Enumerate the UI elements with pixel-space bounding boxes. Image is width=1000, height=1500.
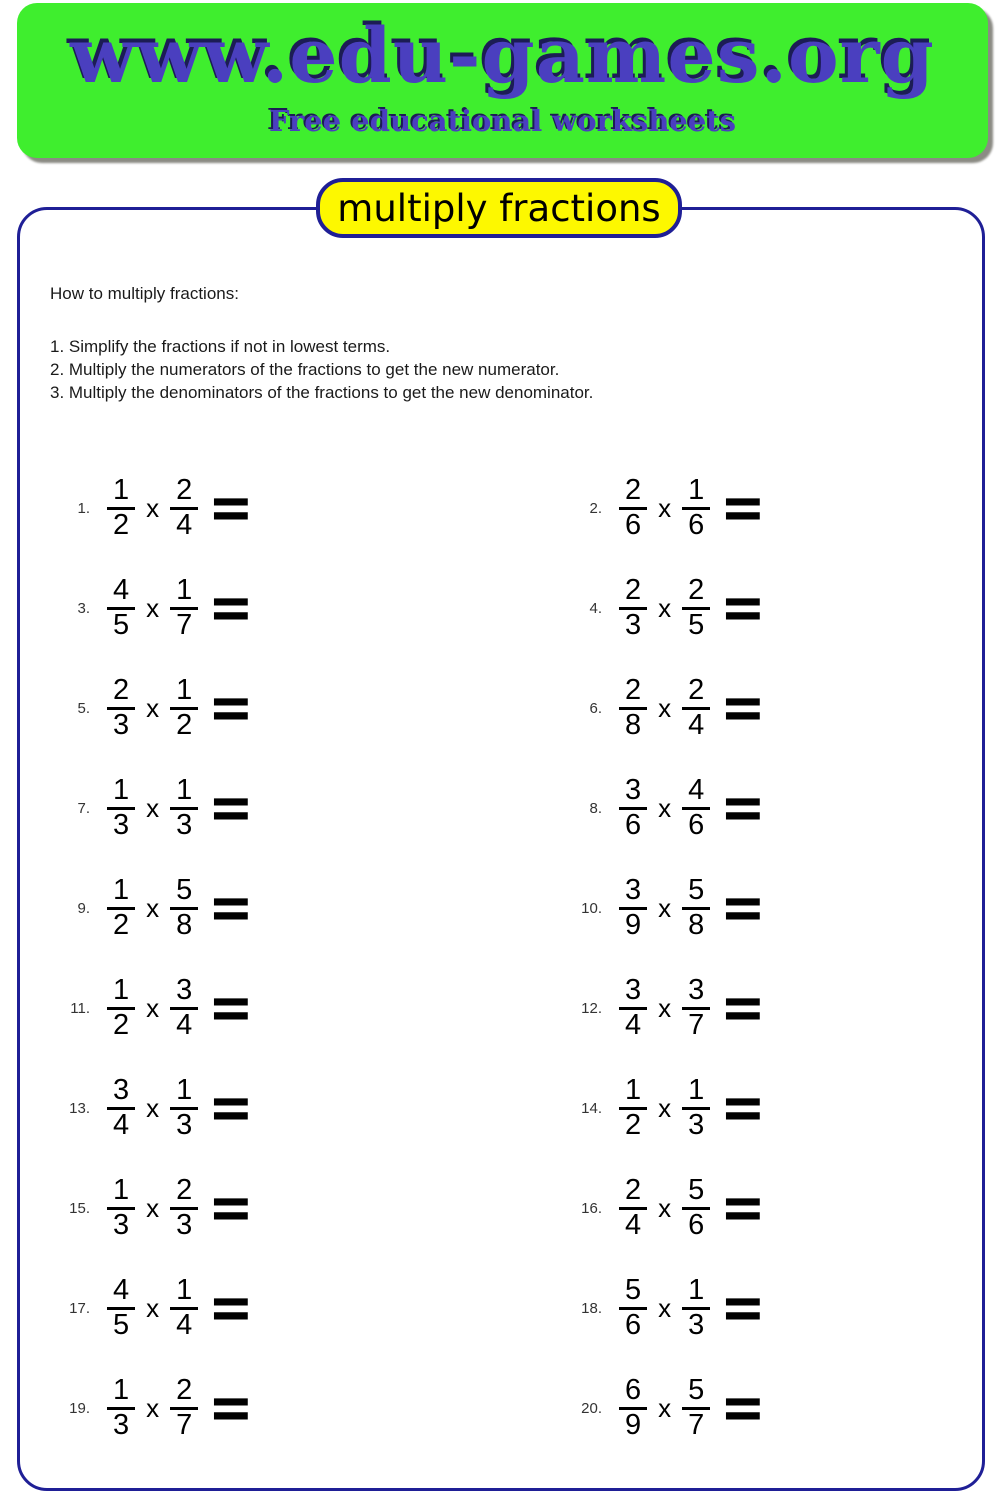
fraction-second [682, 1375, 710, 1442]
fraction-second [682, 675, 710, 742]
fraction-first [107, 575, 135, 642]
problem-item: 10. $\frac{3}{9}$ x $\frac{5}{8}$ = [552, 858, 974, 958]
fraction-first [619, 1175, 647, 1242]
fraction-numerator: 1 [176, 1073, 193, 1106]
fraction-numerator: 4 [688, 773, 705, 806]
multiply-sign: x [658, 892, 672, 923]
fraction-first [619, 875, 647, 942]
site-tagline: Free educational worksheets [268, 103, 737, 138]
problems-grid [40, 458, 974, 1458]
fraction-denominator: 8 [170, 907, 198, 942]
fraction-second [682, 1075, 710, 1142]
fraction-denominator: 8 [682, 907, 710, 942]
fraction-denominator: 7 [682, 1407, 710, 1442]
multiply-sign: x [658, 592, 672, 623]
problem-number: 5. [77, 699, 90, 717]
problem-number: 6. [589, 699, 602, 717]
fraction-denominator: 2 [107, 1007, 135, 1042]
problem-number: 9. [77, 899, 90, 917]
fraction-numerator: 3 [688, 973, 705, 1006]
problem-item: 4. $\frac{2}{3}$ x $\frac{2}{5}$ = [552, 558, 974, 658]
problem-number: 15. [69, 1199, 90, 1217]
fraction-denominator: 5 [107, 607, 135, 642]
fraction-numerator: 2 [688, 673, 705, 706]
fraction-first [107, 875, 135, 942]
problem-number: 11. [70, 999, 90, 1017]
fraction-numerator: 5 [688, 1173, 705, 1206]
multiply-sign: x [658, 992, 672, 1023]
fraction-denominator: 2 [107, 907, 135, 942]
fraction-denominator: 7 [170, 1407, 198, 1442]
fraction-numerator: 1 [176, 773, 193, 806]
fraction-first [107, 975, 135, 1042]
fraction-denominator: 3 [682, 1107, 710, 1142]
problem-number: 14. [581, 1099, 602, 1117]
fraction-numerator: 5 [625, 1273, 642, 1306]
multiply-sign: x [146, 1392, 160, 1423]
problem-item: 18. $\frac{5}{6}$ x $\frac{1}{3}$ = [552, 1258, 974, 1358]
instructions [50, 282, 593, 404]
multiply-sign: x [658, 492, 672, 523]
fraction-denominator: 3 [170, 1107, 198, 1142]
fraction-second [682, 975, 710, 1042]
fraction-denominator: 3 [170, 1207, 198, 1242]
fraction-second [170, 1275, 198, 1342]
fraction-second [170, 975, 198, 1042]
fraction-denominator: 7 [170, 607, 198, 642]
problem-number: 3. [77, 599, 90, 617]
problem-item: 12. $\frac{3}{4}$ x $\frac{3}{7}$ = [552, 958, 974, 1058]
fraction-first [107, 1175, 135, 1242]
problem-item: 2. $\frac{2}{6}$ x $\frac{1}{6}$ = [552, 458, 974, 558]
multiply-sign: x [146, 1092, 160, 1123]
problem-item: 11. $\frac{1}{2}$ x $\frac{3}{4}$ = [40, 958, 507, 1058]
fraction-first [107, 1375, 135, 1442]
fraction-numerator: 1 [688, 473, 705, 506]
fraction-denominator: 5 [682, 607, 710, 642]
fraction-numerator: 2 [113, 673, 130, 706]
fraction-numerator: 2 [176, 473, 193, 506]
fraction-second [682, 775, 710, 842]
fraction-denominator: 4 [107, 1107, 135, 1142]
fraction-numerator: 1 [625, 1073, 642, 1106]
fraction-first [107, 775, 135, 842]
problem-number: 18. [581, 1299, 602, 1317]
fraction-numerator: 1 [113, 473, 130, 506]
fraction-second [682, 475, 710, 542]
fraction-denominator: 9 [619, 907, 647, 942]
fraction-first [619, 775, 647, 842]
fraction-second [170, 1175, 198, 1242]
fraction-denominator: 4 [619, 1207, 647, 1242]
multiply-sign: x [658, 1292, 672, 1323]
instruction-step: 3. Multiply the denominators of the fractions to get the new denominator. [50, 383, 594, 402]
fraction-first [619, 475, 647, 542]
fraction-denominator: 3 [682, 1307, 710, 1342]
fraction-numerator: 2 [625, 473, 642, 506]
fraction-numerator: 5 [688, 873, 705, 906]
fraction-numerator: 2 [625, 673, 642, 706]
fraction-denominator: 7 [682, 1007, 710, 1042]
fraction-second [170, 875, 198, 942]
problem-item: 14. $\frac{1}{2}$ x $\frac{1}{3}$ = [552, 1058, 974, 1158]
fraction-second [170, 475, 198, 542]
fraction-denominator: 2 [619, 1107, 647, 1142]
fraction-denominator: 2 [170, 707, 198, 742]
multiply-sign: x [146, 992, 160, 1023]
fraction-denominator: 4 [619, 1007, 647, 1042]
problem-number: 17. [69, 1299, 90, 1317]
problem-item: 17. $\frac{4}{5}$ x $\frac{1}{4}$ = [40, 1258, 507, 1358]
problem-number: 12. [581, 999, 602, 1017]
multiply-sign: x [146, 492, 160, 523]
problem-number: 2. [589, 499, 602, 517]
multiply-sign: x [146, 792, 160, 823]
fraction-first [619, 975, 647, 1042]
problem-number: 8. [589, 799, 602, 817]
fraction-denominator: 8 [619, 707, 647, 742]
multiply-sign: x [658, 1092, 672, 1123]
problem-item: 9. $\frac{1}{2}$ x $\frac{5}{8}$ = [40, 858, 507, 958]
fraction-numerator: 2 [625, 1173, 642, 1206]
worksheet-frame [17, 207, 985, 1491]
multiply-sign: x [146, 692, 160, 723]
fraction-numerator: 2 [625, 573, 642, 606]
fraction-numerator: 1 [688, 1273, 705, 1306]
fraction-denominator: 3 [107, 1207, 135, 1242]
fraction-denominator: 6 [682, 507, 710, 542]
fraction-denominator: 6 [619, 507, 647, 542]
problem-number: 19. [69, 1399, 90, 1417]
fraction-first [107, 475, 135, 542]
problem-item: 20. $\frac{6}{9}$ x $\frac{5}{7}$ = [552, 1358, 974, 1458]
problem-number: 13. [69, 1099, 90, 1117]
fraction-second [170, 1375, 198, 1442]
problem-number: 16. [581, 1199, 602, 1217]
multiply-sign: x [146, 1292, 160, 1323]
site-banner [17, 3, 988, 158]
problem-item: 1. $\frac{1}{2}$ x $\frac{2}{4}$ = [40, 458, 507, 558]
fraction-first [107, 675, 135, 742]
problem-number: 20. [581, 1399, 602, 1417]
fraction-numerator: 1 [113, 1373, 130, 1406]
problem-item: 8. $\frac{3}{6}$ x $\frac{4}{6}$ = [552, 758, 974, 858]
fraction-numerator: 1 [688, 1073, 705, 1106]
fraction-numerator: 1 [176, 573, 193, 606]
fraction-denominator: 6 [682, 807, 710, 842]
fraction-numerator: 1 [113, 973, 130, 1006]
problem-item: 3. $\frac{4}{5}$ x $\frac{1}{7}$ = [40, 558, 507, 658]
fraction-numerator: 1 [113, 773, 130, 806]
multiply-sign: x [658, 1192, 672, 1223]
multiply-sign: x [658, 692, 672, 723]
fraction-denominator: 9 [619, 1407, 647, 1442]
fraction-first [619, 1275, 647, 1342]
worksheet-title: multiply fractions [337, 186, 661, 230]
fraction-first [619, 1375, 647, 1442]
fraction-first [619, 1075, 647, 1142]
fraction-numerator: 4 [113, 1273, 130, 1306]
multiply-sign: x [658, 1392, 672, 1423]
fraction-second [682, 1175, 710, 1242]
problem-item: 13. $\frac{3}{4}$ x $\frac{1}{3}$ = [40, 1058, 507, 1158]
fraction-denominator: 4 [170, 507, 198, 542]
fraction-numerator: 5 [176, 873, 193, 906]
problem-item: 7. $\frac{1}{3}$ x $\frac{1}{3}$ = [40, 758, 507, 858]
fraction-second [170, 775, 198, 842]
problem-item: 16. $\frac{2}{4}$ x $\frac{5}{6}$ = [552, 1158, 974, 1258]
problem-number: 4. [589, 599, 602, 617]
fraction-denominator: 6 [619, 1307, 647, 1342]
fraction-numerator: 1 [176, 1273, 193, 1306]
multiply-sign: x [146, 892, 160, 923]
instruction-step: 2. Multiply the numerators of the fractions to get the new numerator. [50, 360, 560, 379]
fraction-numerator: 3 [113, 1073, 130, 1106]
fraction-second [682, 575, 710, 642]
fraction-numerator: 3 [176, 973, 193, 1006]
fraction-denominator: 2 [107, 507, 135, 542]
fraction-numerator: 1 [176, 673, 193, 706]
fraction-numerator: 2 [176, 1373, 193, 1406]
fraction-second [170, 675, 198, 742]
problem-number: 7. [77, 799, 90, 817]
fraction-second [682, 1275, 710, 1342]
fraction-denominator: 5 [107, 1307, 135, 1342]
fraction-numerator: 3 [625, 773, 642, 806]
multiply-sign: x [146, 592, 160, 623]
fraction-numerator: 2 [176, 1173, 193, 1206]
fraction-first [619, 675, 647, 742]
fraction-denominator: 3 [107, 1407, 135, 1442]
fraction-first [107, 1275, 135, 1342]
fraction-numerator: 3 [625, 973, 642, 1006]
fraction-denominator: 4 [170, 1307, 198, 1342]
site-title: www.edu-games.org [70, 10, 935, 100]
fraction-first [619, 575, 647, 642]
fraction-numerator: 6 [625, 1373, 642, 1406]
fraction-numerator: 5 [688, 1373, 705, 1406]
fraction-denominator: 3 [107, 707, 135, 742]
worksheet-title-badge [316, 178, 682, 238]
multiply-sign: x [658, 792, 672, 823]
fraction-second [170, 575, 198, 642]
fraction-denominator: 3 [170, 807, 198, 842]
fraction-numerator: 4 [113, 573, 130, 606]
instructions-heading: How to multiply fractions: [50, 284, 239, 303]
fraction-first [107, 1075, 135, 1142]
fraction-numerator: 3 [625, 873, 642, 906]
fraction-denominator: 6 [682, 1207, 710, 1242]
fraction-denominator: 3 [619, 607, 647, 642]
problem-item: 15. $\frac{1}{3}$ x $\frac{2}{3}$ = [40, 1158, 507, 1258]
problem-item: 6. $\frac{2}{8}$ x $\frac{2}{4}$ = [552, 658, 974, 758]
multiply-sign: x [146, 1192, 160, 1223]
instruction-step: 1. Simplify the fractions if not in lowest terms. [50, 337, 391, 356]
fraction-numerator: 2 [688, 573, 705, 606]
fraction-second [682, 875, 710, 942]
fraction-denominator: 3 [107, 807, 135, 842]
fraction-numerator: 1 [113, 1173, 130, 1206]
problem-item: 19. $\frac{1}{3}$ x $\frac{2}{7}$ = [40, 1358, 507, 1458]
problem-item: 5. $\frac{2}{3}$ x $\frac{1}{2}$ = [40, 658, 507, 758]
fraction-denominator: 4 [682, 707, 710, 742]
fraction-denominator: 6 [619, 807, 647, 842]
problem-number: 1. [77, 499, 90, 517]
fraction-denominator: 4 [170, 1007, 198, 1042]
problem-number: 10. [581, 899, 602, 917]
fraction-second [170, 1075, 198, 1142]
fraction-numerator: 1 [113, 873, 130, 906]
